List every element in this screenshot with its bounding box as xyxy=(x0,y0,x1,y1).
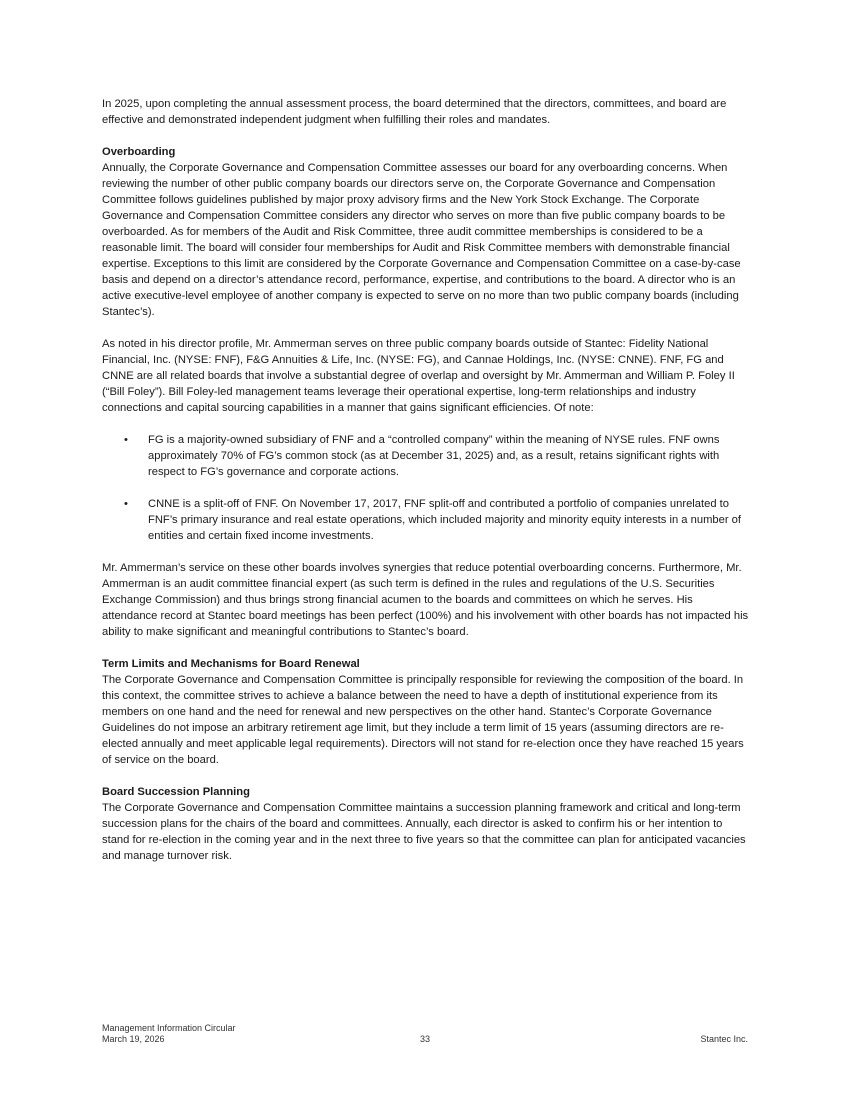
overboarding-section xyxy=(102,144,750,640)
succession-paragraph: The Corporate Governance and Compensation Committee maintains a succession planning framework and critical and long-term succession plans for the chairs of the board and committees. Annually, each director is asked to confirm his or her intention to stand for re-election in the coming year and in the next three to five years so that the committee can plan for anticipated vacancies and manage turnover risk. xyxy=(102,802,746,862)
succession-section xyxy=(102,784,750,864)
list-item xyxy=(102,496,750,544)
footer-date: March 19, 2026 xyxy=(102,1033,165,1044)
term-limits-heading: Term Limits and Mechanisms for Board Renewal xyxy=(102,658,360,670)
term-limits-paragraph: The Corporate Governance and Compensation Committee is principally responsible for reviewing the composition of the board. In this context, the committee strives to achieve a balance between the need to have a depth of institutional experience from its members on one hand and the need for renewal and new perspectives on the other hand. Stantec’s Corporate Governance Guidelines do not impose an arbitrary retirement age limit, but they include a term limit of 15 years (assuming directors are re-elected annually and meet applicable legal requirements). Directors will not stand for re-election once they have reached 15 years of service on the board. xyxy=(102,674,744,766)
bullet-icon: • xyxy=(124,434,128,446)
page-content xyxy=(102,96,750,880)
overboarding-heading: Overboarding xyxy=(102,146,176,158)
list-item xyxy=(102,432,750,480)
overboarding-paragraph-2: As noted in his director profile, Mr. Ammerman serves on three public company boards outside of Stantec: Fidelity National Financial, Inc. (NYSE: FNF), F&G Annuities & Life, Inc. (NYSE: FG), and Cannae Holdings, Inc. (NYSE: CNNE). FNF, FG and CNNE are all related boards that involve a substantial degree of overlap and oversight by Mr. Ammerman and William P. Foley II (“Bill Foley”). Bill Foley-led management teams leverage their operational expertise, long-term relationships and industry connections and capital sourcing capabilities in a manner that gains significant efficiencies. Of note: xyxy=(102,338,735,414)
bullet-icon: • xyxy=(124,498,128,510)
overboarding-bullet-list xyxy=(102,432,750,544)
footer-document-title: Management Information Circular xyxy=(102,1023,236,1033)
overboarding-paragraph-1: Annually, the Corporate Governance and Compensation Committee assesses our board for any overboarding concerns. When reviewing the number of other public company boards our directors serve on, the Corporate Governance and Compensation Committee follows guidelines published by major proxy advisory firms and the New York Stock Exchange. The Corporate Governance and Compensation Committee considers any director who serves on more than five public company boards to be overboarded. As for members of the Audit and Risk Committee, three audit committee memberships is considered to be a reasonable limit. The board will consider four memberships for Audit and Risk Committee members with demonstrable financial expertise. Exceptions to this limit are considered by the Corporate Governance and Compensation Committee on a case-by-case basis and depend on a director’s attendance record, performance, expertise, and contributions to the board. A director who is an active executive-level employee of another company is expected to serve on no more than two public company boards (including Stantec’s). xyxy=(102,162,741,318)
page-footer xyxy=(102,1023,748,1047)
overboarding-paragraph-3: Mr. Ammerman’s service on these other boards involves synergies that reduce potential overboarding concerns. Furthermore, Mr. Ammerman is an audit committee financial expert (as such term is defined in the rules and regulations of the U.S. Securities Exchange Commission) and thus brings strong financial acumen to the boards and committees on which he serves. His attendance record at Stantec board meetings has been perfect (100%) and his involvement with other boards has not impacted his ability to make significant and meaningful contributions to Stantec’s board. xyxy=(102,562,749,638)
succession-heading: Board Succession Planning xyxy=(102,786,250,798)
bullet-text: FG is a majority-owned subsidiary of FNF and a “controlled company” within the meaning of NYSE rules. FNF owns approximately 70% of FG’s common stock (as at December 31, 2025) and, as a result, retains significant rights with respect to FG’s governance and corporate actions. xyxy=(148,434,720,478)
footer-company-name: Stantec Inc. xyxy=(700,1033,748,1044)
term-limits-section xyxy=(102,656,750,768)
footer-page-number: 33 xyxy=(419,1033,430,1044)
intro-paragraph: In 2025, upon completing the annual assessment process, the board determined that the directors, committees, and board are effective and demonstrated independent judgment when fulfilling their roles and mandates. xyxy=(102,98,727,126)
bullet-text: CNNE is a split-off of FNF. On November 17, 2017, FNF split-off and contributed a portfolio of companies unrelated to FNF’s primary insurance and real estate operations, which included majority and minority equity interests in a number of entities and certain fixed income investments. xyxy=(148,498,742,542)
